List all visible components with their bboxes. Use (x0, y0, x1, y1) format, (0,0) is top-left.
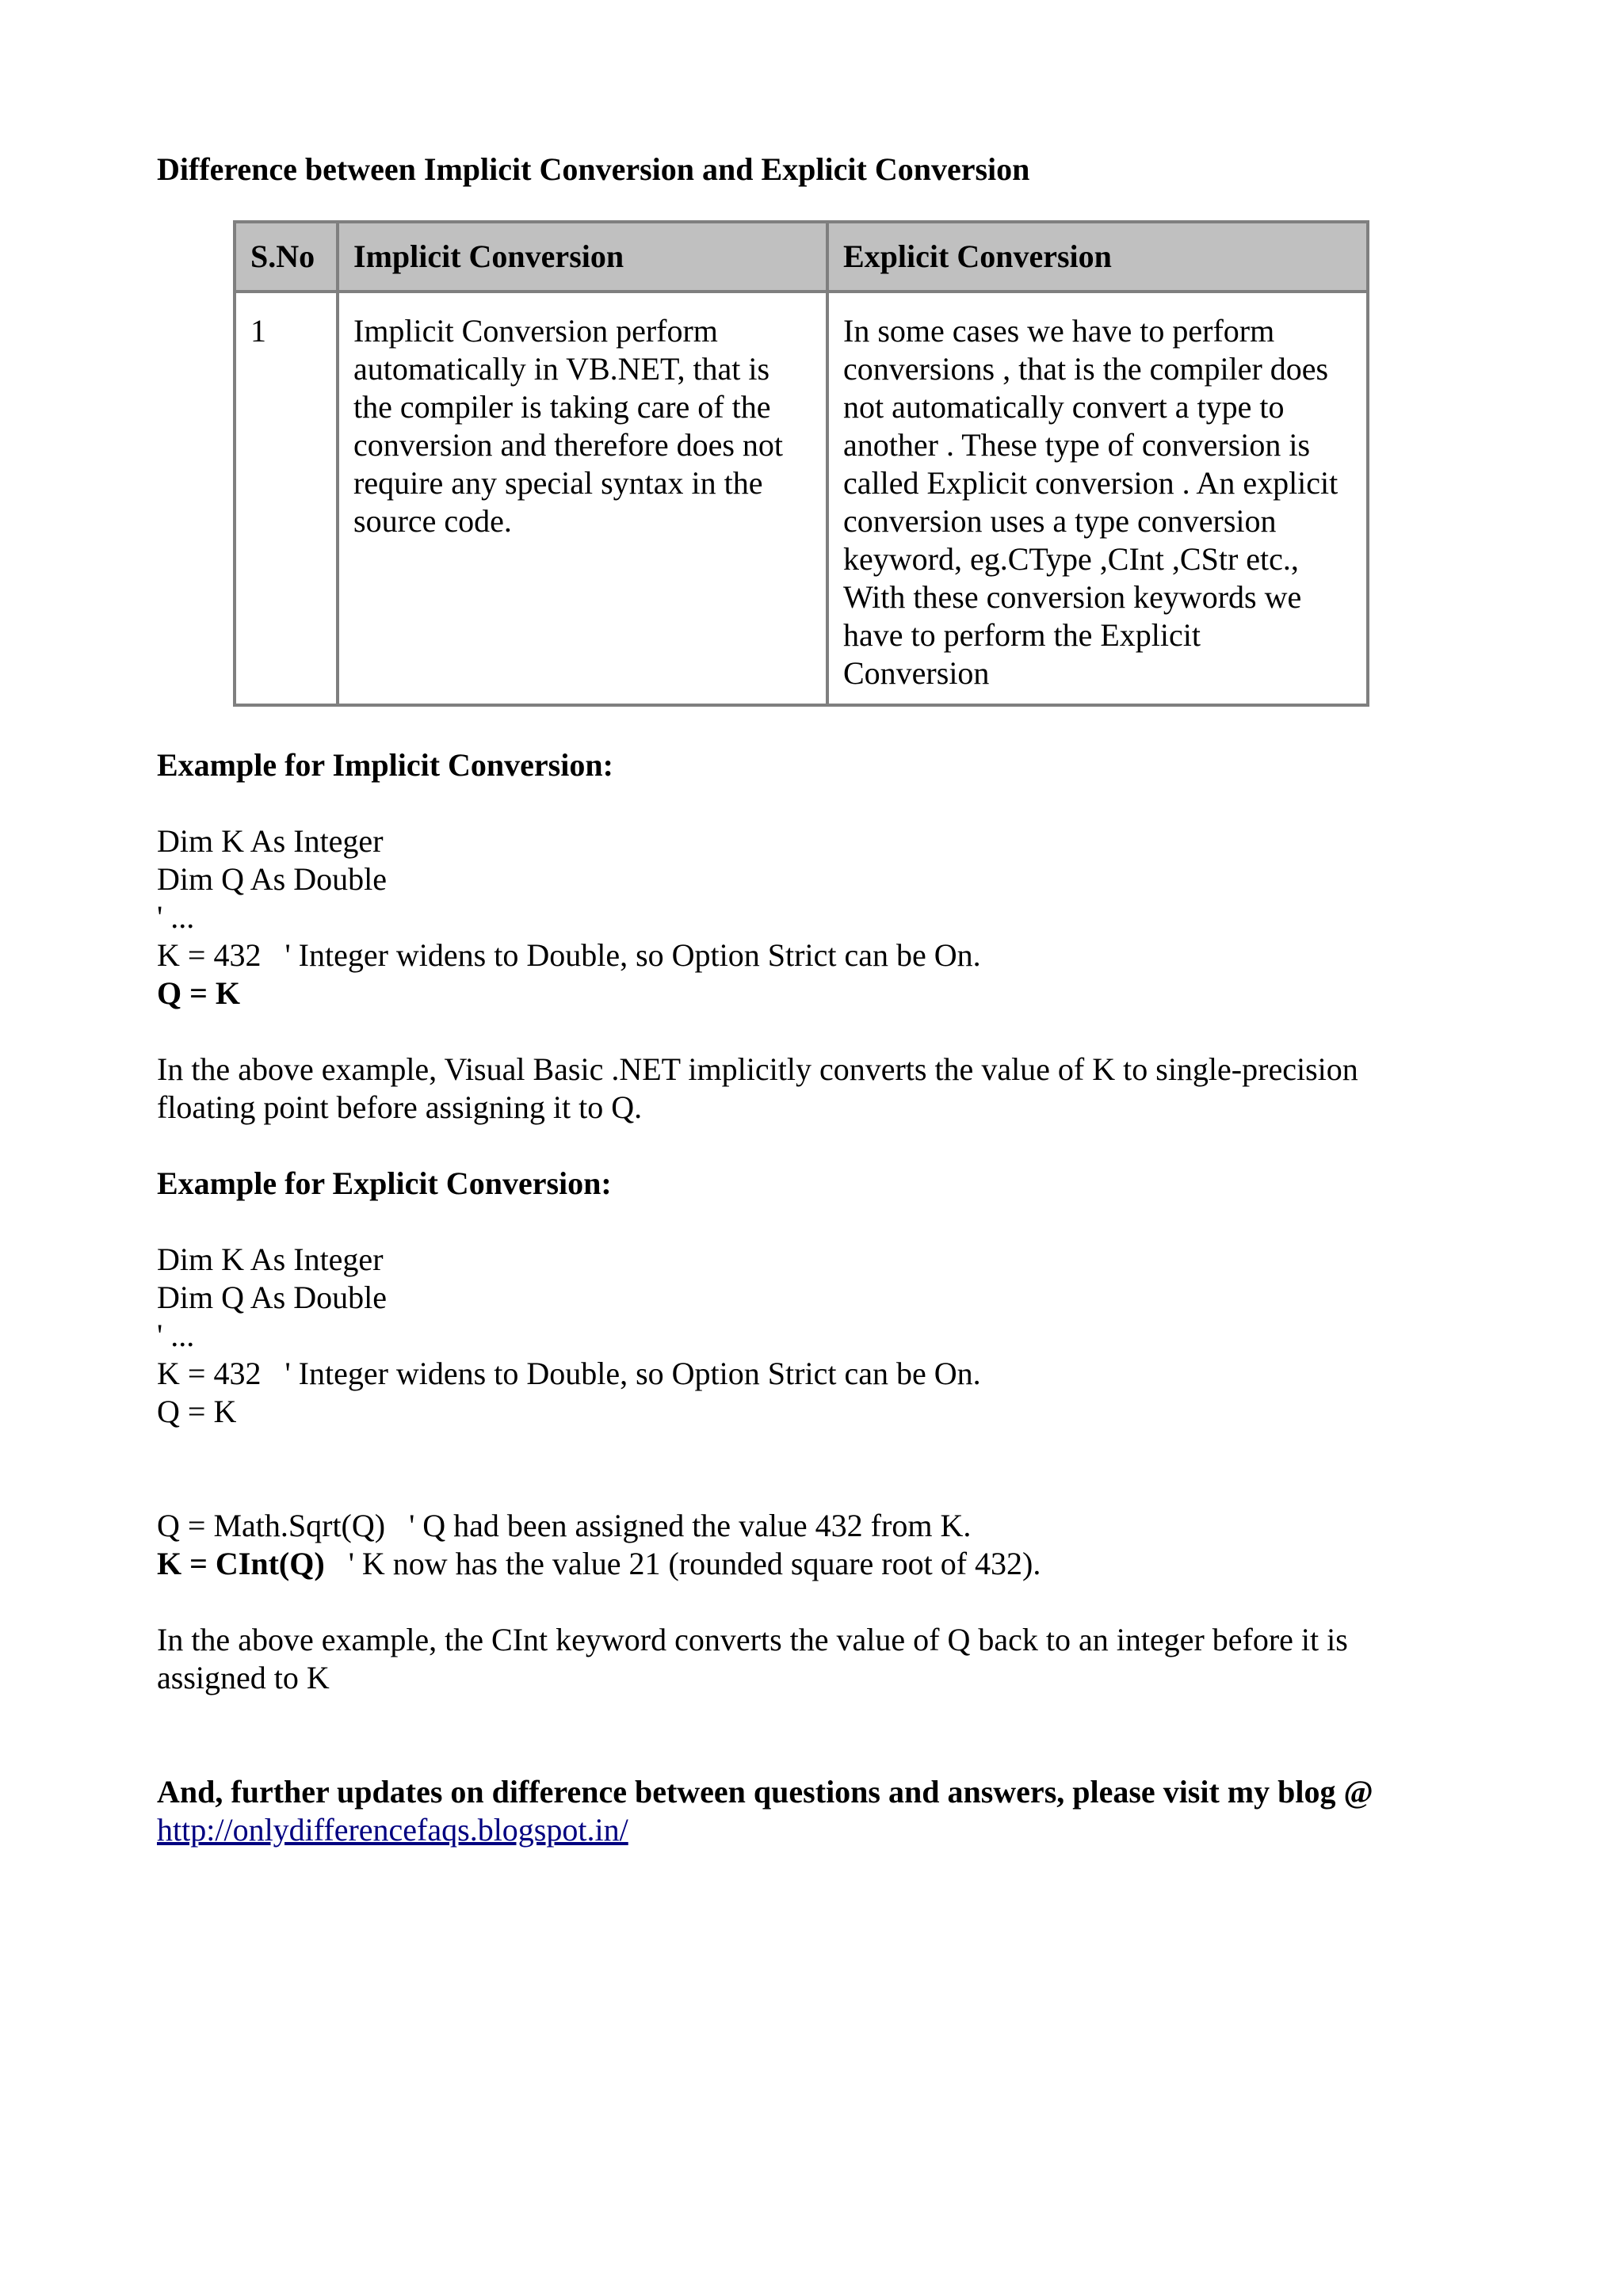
table-row (235, 292, 1368, 705)
header-implicit: Implicit Conversion (338, 222, 827, 292)
explicit-code-line: K = 432 ' Integer widens to Double, so Option Strict can be On. (157, 1356, 981, 1391)
explicit-code-sqrt-line: Q = Math.Sqrt(Q) ' Q had been assigned the value 432 from K. (157, 1508, 972, 1543)
explicit-code-line: Dim Q As Double (157, 1280, 387, 1315)
implicit-code-line: Dim K As Integer (157, 823, 384, 859)
explicit-example-heading: Example for Explicit Conversion: (157, 1165, 612, 1201)
blog-link[interactable]: http://onlydifferencefaqs.blogspot.in/ (157, 1812, 628, 1848)
document-title: Difference between Implicit Conversion and Explicit Conversion (157, 151, 1030, 187)
implicit-code-line: ' ... (157, 899, 195, 935)
cint-code: K = CInt(Q) (157, 1546, 325, 1581)
explicit-code-cint-line (157, 1545, 1465, 1583)
implicit-code-bold-line: Q = K (157, 975, 241, 1011)
cell-sno: 1 (235, 292, 338, 705)
cell-implicit: Implicit Conversion perform automatically in VB.NET, that is the compiler is taking care of the conversion and therefore does not require any special syntax in the source code. (338, 292, 827, 705)
table-header-row (235, 222, 1368, 292)
header-explicit: Explicit Conversion (827, 222, 1368, 292)
explicit-code-line: Q = K (157, 1394, 237, 1429)
document-page (157, 151, 1465, 1849)
cell-explicit: In some cases we have to perform conversions , that is the compiler does not automatically convert a type to another . These type of conversion is called Explicit conversion . An explicit conversion uses a type conversion keyword, eg.CType ,CInt ,CStr etc., With these conversion keywords we have to perform the Explicit Conversion (827, 292, 1368, 705)
implicit-example-heading: Example for Implicit Conversion: (157, 747, 613, 783)
comparison-table (233, 220, 1369, 707)
implicit-code-line: K = 432 ' Integer widens to Double, so Option Strict can be On. (157, 937, 981, 973)
footer-note: And, further updates on difference between questions and answers, please visit my blog @ (157, 1774, 1373, 1810)
explicit-explanation: In the above example, the CInt keyword converts the value of Q back to an integer before it is assigned to K (157, 1622, 1348, 1695)
header-sno: S.No (235, 222, 338, 292)
implicit-explanation: In the above example, Visual Basic .NET implicitly converts the value of K to single-precision floating point before assigning it to Q. (157, 1051, 1358, 1125)
explicit-code-line: Dim K As Integer (157, 1241, 384, 1277)
explicit-code-line: ' ... (157, 1318, 195, 1353)
implicit-code-line: Dim Q As Double (157, 861, 387, 897)
cint-comment: ' K now has the value 21 (rounded square root of 432). (324, 1546, 1041, 1581)
